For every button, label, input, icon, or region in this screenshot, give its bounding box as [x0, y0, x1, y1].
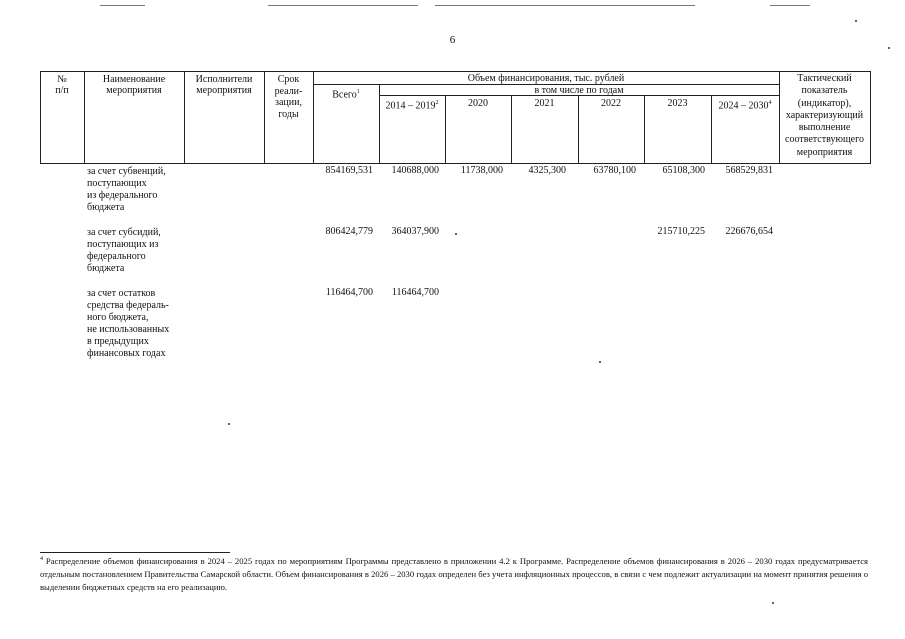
- scan-speck: [455, 233, 457, 235]
- page-number: 6: [449, 34, 456, 46]
- scan-edge-line: [770, 5, 810, 6]
- header-name: Наименование мероприятия: [102, 74, 166, 96]
- row-name: за счет субвенций, поступающих из федерального бюджета: [87, 166, 166, 213]
- header-year-2023: 2023: [667, 98, 688, 109]
- scan-speck: [855, 20, 857, 22]
- footnote-text: Распределение объемов финансирования в 2024 – 2025 годах по мероприятиям Программы представлено в приложении 4.2 к Программе. Распределение объемов финансирования в 2026 – 2030 годах предусматривается отдельным постановлением Правительства Самарской области. Объем финансирования в 2026 – 2030 годах определен без учета инфляционных процессов, в связи с чем подлежит актуализации на момент принятия решения о выделении бюджетных средств на его реализацию.: [40, 555, 868, 592]
- scan-speck: [772, 602, 774, 604]
- header-funding: Объем финансирования, тыс. рублей: [467, 73, 625, 84]
- cell-2014: 116464,700: [391, 287, 439, 298]
- cell-2021: 4325,300: [528, 165, 566, 176]
- cell-2014: 364037,900: [391, 226, 439, 237]
- cell-total: 854169,531: [325, 165, 373, 176]
- header-by-years: в том числе по годам: [534, 85, 624, 96]
- cell-2014: 140688,000: [391, 165, 439, 176]
- header-total: Всего$^1$: [332, 89, 360, 101]
- footnote-marker: 4: [40, 556, 43, 562]
- scan-speck: [888, 47, 890, 49]
- header-num: № п/п: [55, 74, 69, 96]
- header-year-2021: 2021: [534, 98, 555, 109]
- cell-2024: 568529,831: [725, 165, 773, 176]
- cell-2024: 226676,654: [725, 226, 773, 237]
- cell-2023: 65108,300: [662, 165, 705, 176]
- cell-2023: 215710,225: [657, 226, 705, 237]
- header-executors: Исполнители мероприятия: [195, 74, 253, 96]
- header-year-2014: 2014 – 2019$^2$: [385, 100, 439, 112]
- scan-speck: [228, 423, 230, 425]
- header-year-2022: 2022: [601, 98, 621, 109]
- scan-edge-line: [268, 5, 418, 6]
- cell-2020: 11738,000: [460, 165, 503, 176]
- cell-2022: 63780,100: [593, 165, 636, 176]
- footnote: [40, 553, 868, 594]
- scan-edge-line: [100, 5, 145, 6]
- header-indicator: Тактический показатель (индикатор), характеризующий выполнение соответствующего мероприятия: [785, 73, 864, 158]
- row-name: за счет субсидий, поступающих из федерального бюджета: [87, 227, 161, 274]
- cell-total: 116464,700: [325, 287, 373, 298]
- header-term: Срок реали- зации, годы: [274, 74, 303, 120]
- scan-speck: [599, 361, 601, 363]
- cell-total: 806424,779: [325, 226, 373, 237]
- header-year-2020: 2020: [468, 98, 488, 109]
- row-name: за счет остатков средства федераль- ного бюджета, не использованных в предыдущих финансовых годах: [87, 288, 170, 359]
- header-year-2024: 2024 – 2030$^4$: [718, 100, 772, 112]
- scan-edge-line: [435, 5, 695, 6]
